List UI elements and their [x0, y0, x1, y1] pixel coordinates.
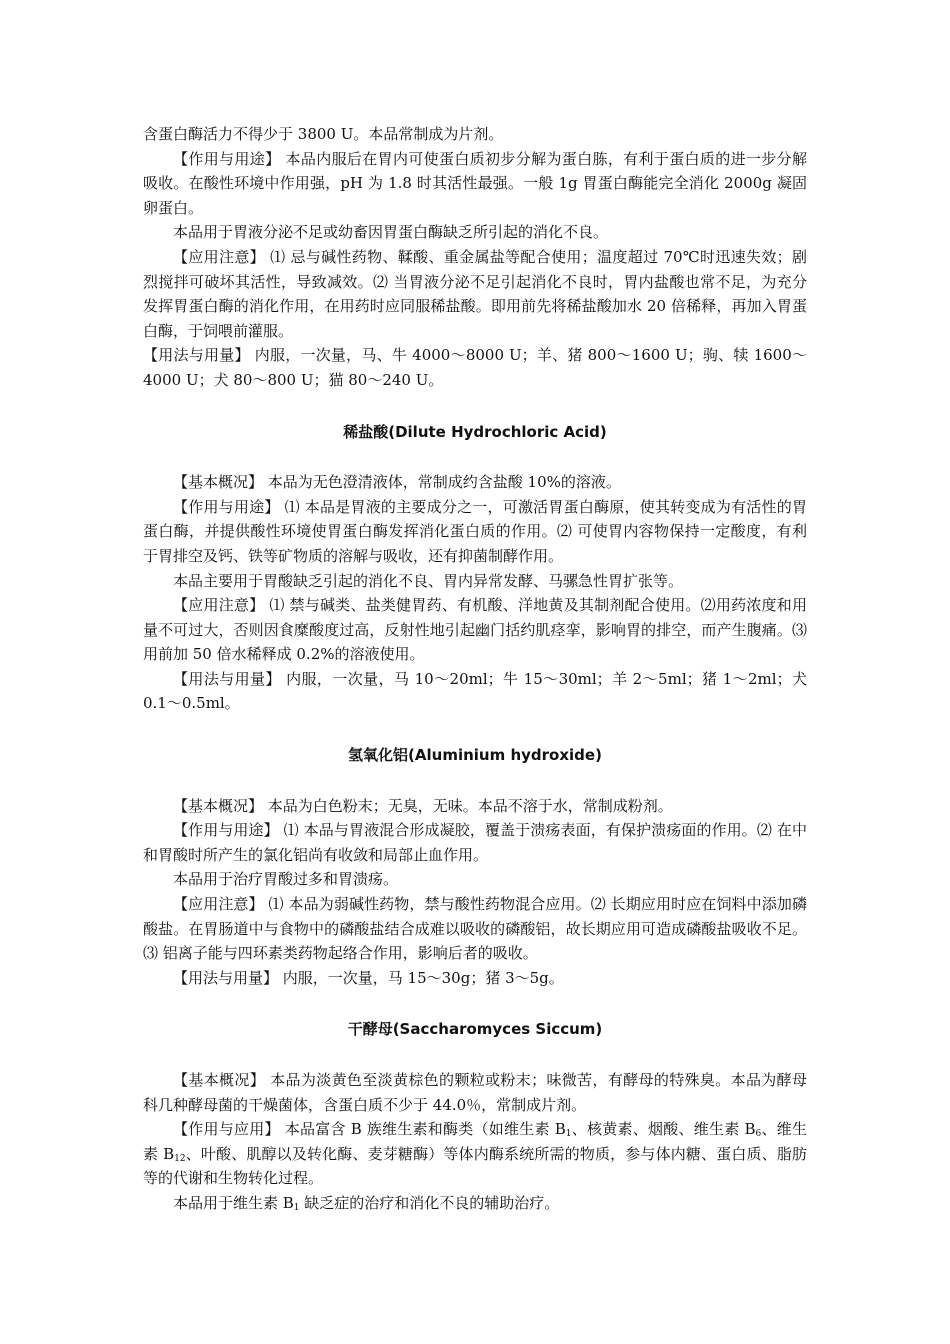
aloh-paragraph-5: 【用法与用量】 内服，一次量，马 15～30g；猪 3～5g。 — [173, 968, 564, 987]
subscript-1: 1 — [293, 1202, 300, 1213]
subscript-12: 12 — [174, 1153, 186, 1164]
aloh-paragraph-2: 【作用与用途】 ⑴ 本品与胃液混合形成凝胶，覆盖于溃疡表面，有保护溃疡面的作用。⑵ 在中和胃酸时所产生的氯化铝尚有收敛和局部止血作用。 — [143, 821, 807, 864]
hcl-paragraph-1: 【基本概况】 本品为无色澄清液体，常制成约含盐酸 10%的溶液。 — [173, 473, 621, 492]
aloh-paragraph-1: 【基本概况】 本品为白色粉末；无臭，无味。本品不溶于水，常制成粉剂。 — [173, 796, 673, 815]
yeast-p3-text-a: 本品用于维生素 B — [173, 1193, 294, 1212]
intro-paragraph-5: 【用法与用量】 内服，一次量，马、牛 4000～8000 U；羊、猪 800～1600 U；驹、犊 1600～4000 U；犬 80～800 U；猫 80～240 U。 — [143, 346, 807, 389]
intro-paragraph-4: 【应用注意】 ⑴ 忌与碱性药物、鞣酸、重金属盐等配合使用；温度超过 70℃时迅速失效；剧烈搅拌可破坏其活性，导致减效。⑵ 当胃液分泌不足引起消化不良时，胃内盐酸也常不足，为充分发挥胃蛋白酶的消化作用，在用药时应同服稀盐酸。即用前先将稀盐酸加水 20 倍稀释，再加入胃蛋白酶，于饲喂前灌服。 — [143, 247, 807, 340]
hcl-paragraph-5: 【用法与用量】 内服，一次量，马 10～20ml；牛 15～30ml；羊 2～5ml；猪 1～2ml；犬 0.1～0.5ml。 — [143, 669, 807, 713]
yeast-p2-text-b: 、核黄素、烟酸、维生素 B — [571, 1120, 756, 1139]
document-page — [143, 122, 807, 1216]
hcl-paragraph-3: 本品主要用于胃酸缺乏引起的消化不良、胃内异常发酵、马骡急性胃扩张等。 — [173, 571, 684, 590]
section-title-saccharomyces-siccum: 干酵母(Saccharomyces Siccum) — [347, 1020, 603, 1039]
aloh-paragraph-3: 本品用于治疗胃酸过多和胃溃疡。 — [173, 870, 399, 889]
intro-paragraph-2: 【作用与用途】 本品内服后在胃内可使蛋白质初步分解为蛋白胨，有利于蛋白质的进一步分解吸收。在酸性环境中作用强，pH 为 1.8 时其活性最强。一般 1g 胃蛋白酶能完全消化 2000g 凝固卵蛋白。 — [143, 149, 807, 217]
section-title-dilute-hydrochloric-acid: 稀盐酸(Dilute Hydrochloric Acid) — [343, 422, 607, 441]
yeast-p2-text-c: 、维生素 B — [143, 1120, 807, 1163]
hcl-paragraph-4: 【应用注意】 ⑴ 禁与碱类、盐类健胃药、有机酸、洋地黄及其制剂配合使用。⑵用药浓度和用量不可过大，否则因食糜酸度过高，反射性地引起幽门括约肌痉挛，影响胃的排空，而产生腹痛。⑶ 用前加 50 倍水稀释成 0.2%的溶液使用。 — [143, 596, 807, 664]
subscript-1: 1 — [565, 1129, 572, 1140]
hcl-paragraph-2: 【作用与用途】 ⑴ 本品是胃液的主要成分之一，可激活胃蛋白酶原，使其转变成为有活性的胃蛋白酶，并提供酸性环境使胃蛋白酶发挥消化蛋白质的作用。⑵ 可使胃内容物保持一定酸度，有利于胃排空及钙、铁等矿物质的溶解与吸收，还有抑菌制酵作用。 — [143, 497, 807, 565]
yeast-p2-text-d: 、叶酸、肌醇以及转化酶、麦芽糖酶）等体内酶系统所需的物质，参与体内糖、蛋白质、脂肪等的代谢和生物转化过程。 — [143, 1144, 807, 1188]
section-title-aluminium-hydroxide: 氢氧化铝(Aluminium hydroxide) — [348, 746, 602, 765]
yeast-paragraph-3 — [143, 1191, 807, 1216]
subscript-6: 6 — [755, 1129, 762, 1140]
yeast-paragraph-1: 【基本概况】 本品为淡黄色至淡黄棕色的颗粒或粉末；味微苦，有酵母的特殊臭。本品为酵母科几种酵母菌的干燥菌体，含蛋白质不少于 44.0％，常制成片剂。 — [143, 1071, 807, 1114]
intro-paragraph-1: 含蛋白酶活力不得少于 3800 U。本品常制成为片剂。 — [143, 125, 504, 143]
yeast-paragraph-2 — [143, 1117, 807, 1191]
aloh-paragraph-4: 【应用注意】 ⑴ 本品为弱碱性药物，禁与酸性药物混合应用。⑵ 长期应用时应在饲料中添加磷酸盐。在胃肠道中与食物中的磷酸盐结合成难以吸收的磷酸铝，故长期应用可造成磷酸盐吸收不足。⑶ 铝离子能与四环素类药物起络合作用，影响后者的吸收。 — [143, 895, 807, 963]
intro-paragraph-3: 本品用于胃液分泌不足或幼畜因胃蛋白酶缺乏所引起的消化不良。 — [173, 223, 609, 242]
yeast-p3-text-b: 缺乏症的治疗和消化不良的辅助治疗。 — [299, 1193, 560, 1212]
yeast-p2-text-a: 【作用与应用】 本品富含 B 族维生素和酶类（如维生素 B — [173, 1120, 566, 1139]
